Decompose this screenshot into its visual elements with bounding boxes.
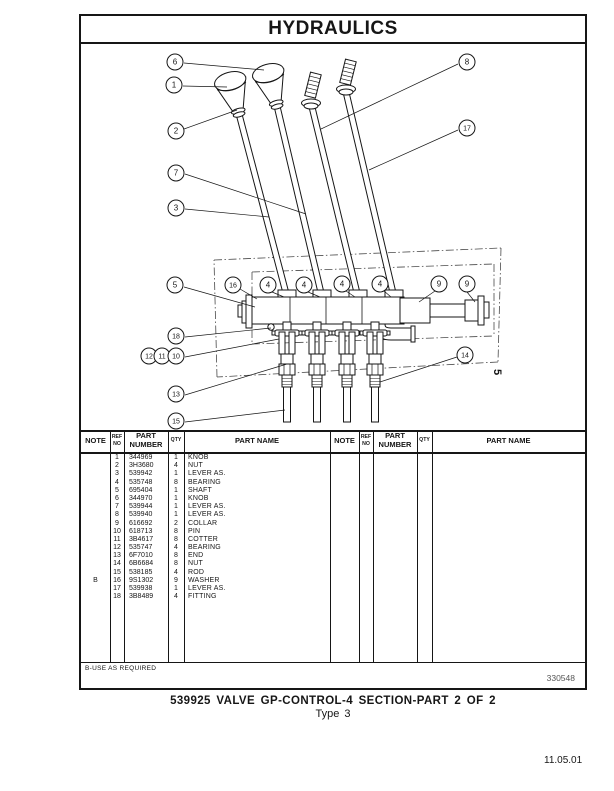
header-ref-2: REF — [360, 434, 372, 440]
table-row — [81, 462, 330, 470]
cell-part-number: 6B6684 — [129, 560, 154, 568]
cell-part-number: 9S1302 — [129, 576, 154, 584]
table-row — [81, 454, 330, 462]
cell-part-name: PIN — [188, 527, 201, 535]
cell-part-name: WASHER — [188, 576, 220, 584]
cell-part-number: 539942 — [129, 470, 153, 478]
cell-part-number: 3B8489 — [129, 593, 154, 601]
threaded-stud-left — [302, 72, 322, 109]
callout-number: 4 — [265, 280, 271, 290]
cell-qty: 2 — [174, 519, 178, 527]
cell-ref-no: 14 — [113, 560, 121, 568]
header-part-2: PART — [385, 431, 405, 440]
detent-ball — [268, 324, 274, 330]
cell-part-number: 618713 — [129, 527, 153, 535]
control-knob-2 — [250, 60, 293, 113]
collar-right — [465, 300, 478, 321]
cell-part-number: 538185 — [129, 568, 153, 576]
table-row — [81, 544, 330, 552]
table-row — [81, 577, 330, 585]
cell-ref-no: 13 — [113, 552, 121, 560]
table-column-rule — [330, 430, 331, 663]
cell-part-name: BEARING — [188, 544, 221, 552]
cell-qty: 4 — [174, 544, 178, 552]
clamp-block — [313, 290, 331, 297]
callout-number: 7 — [173, 168, 179, 178]
table-row — [81, 503, 330, 511]
cell-qty: 1 — [174, 494, 178, 502]
clamp-block — [385, 290, 403, 297]
table-column-rule — [417, 430, 418, 663]
header-qty: QTY — [170, 437, 182, 443]
cell-qty: 1 — [174, 511, 178, 519]
cell-qty: 1 — [174, 470, 178, 478]
cell-qty: 4 — [174, 568, 178, 576]
revision-date: 11.05.01 — [544, 755, 583, 766]
cell-ref-no: 15 — [113, 568, 121, 576]
cell-part-name: LEVER AS. — [188, 503, 226, 511]
callout-number: 13 — [172, 391, 180, 399]
control-knob-1 — [212, 68, 255, 121]
cell-ref-no: 2 — [115, 462, 119, 470]
collar-left — [400, 298, 430, 323]
callout-number: 6 — [172, 57, 178, 67]
cell-ref-no: 12 — [113, 544, 121, 552]
cell-part-number: 695404 — [129, 486, 153, 494]
cell-qty: 1 — [174, 503, 178, 511]
threaded-stud-right — [337, 59, 357, 95]
callout-number: 18 — [172, 333, 180, 341]
cell-ref-no: 8 — [115, 511, 119, 519]
cell-qty: 1 — [174, 454, 178, 461]
header-part: PART — [136, 431, 156, 440]
cell-part-number: 616692 — [129, 519, 153, 527]
figure-caption-block — [79, 695, 587, 720]
callout-number: 12 — [145, 353, 153, 361]
callout-number: 9 — [436, 279, 442, 289]
table-row — [81, 479, 330, 487]
cell-part-name: NUT — [188, 560, 203, 568]
table-row — [81, 536, 330, 544]
cell-part-number: 539944 — [129, 503, 153, 511]
table-row — [81, 552, 330, 560]
table-row — [81, 528, 330, 536]
table-column-rule — [359, 430, 360, 663]
cell-ref-no: 4 — [115, 478, 119, 486]
cell-ref-no: 10 — [113, 527, 121, 535]
cell-ref-no: 18 — [113, 593, 121, 601]
table-row — [81, 585, 330, 593]
callout-number: 2 — [173, 126, 179, 136]
table-row — [81, 495, 330, 503]
header-note: NOTE — [85, 436, 106, 445]
callout-number: 4 — [339, 279, 345, 289]
table-column-rule — [373, 430, 374, 663]
cell-qty: 8 — [174, 535, 178, 543]
orientation-marker: 5 — [491, 369, 503, 376]
callout-number: 5 — [172, 280, 178, 290]
header-note-2: NOTE — [334, 436, 355, 445]
cell-part-number: 539938 — [129, 585, 153, 592]
cell-part-name: BEARING — [188, 478, 221, 486]
cell-qty: 4 — [174, 462, 178, 470]
cell-ref-no: 17 — [113, 585, 121, 592]
table-column-rule — [432, 430, 433, 663]
cell-part-name: KNOB — [188, 454, 209, 461]
callout-number: 8 — [464, 57, 470, 67]
header-part-name: PART NAME — [234, 436, 280, 445]
header-ref-no-2: NO — [362, 441, 370, 447]
header-ref: REF — [111, 434, 123, 440]
figure-subcaption: Type 3 — [315, 708, 351, 720]
parts-table — [81, 430, 585, 663]
cell-note: B — [93, 576, 98, 584]
clevis-assembly-1 — [272, 322, 302, 422]
page-title: HYDRAULICS — [268, 18, 398, 39]
cell-part-number: 535748 — [129, 478, 153, 486]
cell-ref-no: 1 — [115, 454, 119, 461]
cell-ref-no: 5 — [115, 486, 119, 494]
cell-ref-no: 9 — [115, 519, 119, 527]
callout-number: 9 — [464, 279, 470, 289]
callout-number: 3 — [173, 203, 179, 213]
cell-part-name: KNOB — [188, 494, 209, 502]
cell-part-name: FITTING — [188, 593, 217, 601]
cell-part-number: 6F7010 — [129, 552, 153, 560]
header-part-name-2: PART NAME — [486, 436, 531, 445]
header-number-2: NUMBER — [378, 440, 412, 449]
cell-qty: 8 — [174, 478, 178, 486]
callout-number: 10 — [172, 353, 180, 361]
cell-ref-no: 3 — [115, 470, 119, 478]
cell-qty: 1 — [174, 585, 178, 592]
cell-part-name: COTTER — [188, 535, 218, 543]
valve-body — [238, 290, 489, 330]
cell-qty: 1 — [174, 486, 178, 494]
cell-part-name: NUT — [188, 462, 203, 470]
cell-part-number: 344970 — [129, 494, 153, 502]
content-frame — [79, 14, 587, 690]
table-row — [81, 511, 330, 519]
lever-rods — [236, 92, 397, 297]
callout-number: 4 — [301, 280, 307, 290]
header-number: NUMBER — [129, 440, 163, 449]
header-ref-no: NO — [113, 441, 121, 447]
table-row — [81, 520, 330, 528]
cell-qty: 9 — [174, 576, 178, 584]
cell-qty: 8 — [174, 560, 178, 568]
shaft-end — [430, 304, 465, 317]
parts-table-body — [81, 454, 330, 601]
table-row — [81, 593, 330, 601]
callout-number: 16 — [229, 282, 237, 290]
cell-qty: 8 — [174, 527, 178, 535]
cell-part-number: 535747 — [129, 544, 153, 552]
callout-leader-lines — [183, 63, 475, 422]
table-footnote: B-USE AS REQUIRED — [85, 665, 157, 672]
callout-number: 17 — [463, 125, 471, 133]
cell-part-number: 3B4617 — [129, 535, 154, 543]
table-row — [81, 560, 330, 568]
callout-number: 14 — [461, 352, 469, 360]
cell-ref-no: 7 — [115, 503, 119, 511]
doc-number: 330548 — [546, 673, 575, 683]
figure-caption: 539925 VALVE GP-CONTROL-4 SECTION-PART 2 OF 2 — [170, 695, 496, 707]
callout-number: 11 — [158, 353, 166, 361]
callout-number: 4 — [377, 279, 383, 289]
callout-number: 1 — [171, 80, 177, 90]
parts-diagram — [81, 44, 585, 430]
cell-qty: 8 — [174, 552, 178, 560]
cell-part-name: LEVER AS. — [188, 470, 226, 478]
clamp-block — [349, 290, 367, 297]
cell-part-name: LEVER AS. — [188, 511, 226, 519]
table-footer-row — [81, 663, 585, 688]
cell-part-number: 3H3680 — [129, 462, 154, 470]
cell-part-name: COLLAR — [188, 519, 218, 527]
section-title-bar — [81, 16, 585, 44]
table-row — [81, 487, 330, 495]
cell-part-number: 539940 — [129, 511, 153, 519]
cell-part-name: LEVER AS. — [188, 585, 226, 592]
callout-number: 15 — [172, 418, 180, 426]
cell-ref-no: 6 — [115, 494, 119, 502]
cell-part-name: SHAFT — [188, 486, 212, 494]
cell-part-name: END — [188, 552, 204, 560]
cell-part-number: 344969 — [129, 454, 153, 461]
clevis-assembly-3 — [332, 322, 362, 422]
cell-qty: 4 — [174, 593, 178, 601]
cell-part-name: ROD — [188, 568, 205, 576]
header-qty-2: QTY — [419, 437, 430, 443]
table-row — [81, 470, 330, 478]
cell-ref-no: 11 — [113, 535, 121, 543]
cell-ref-no: 16 — [113, 576, 121, 584]
table-row — [81, 569, 330, 577]
